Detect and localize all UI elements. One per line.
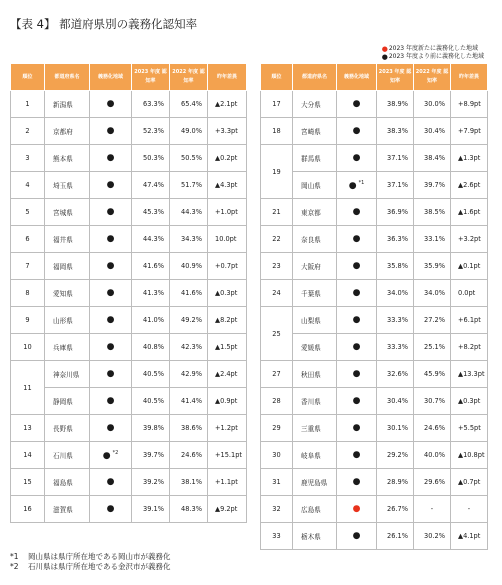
mandatory-cell	[90, 91, 132, 118]
prefecture-cell: 東京都	[293, 199, 337, 226]
footnote-text: 石川県は県庁所在地である金沢市が義務化	[28, 562, 171, 571]
rate-2022-cell: 44.3%	[170, 199, 208, 226]
black-dot-icon: ●	[352, 207, 361, 217]
rate-2022-cell: 30.0%	[414, 91, 451, 118]
black-dot-icon: ●	[106, 396, 115, 406]
mandatory-cell	[337, 523, 377, 550]
page-title: 【表 4】 都道府県別の義務化認知率	[10, 17, 198, 31]
diff-cell: +5.5pt	[451, 415, 488, 442]
rate-2022-cell: 65.4%	[170, 91, 208, 118]
rate-2022-cell: 33.1%	[414, 226, 451, 253]
diff-cell: ▲0.2pt	[208, 145, 247, 172]
prefecture-cell: 千葉県	[293, 280, 337, 307]
rate-2023-cell: 33.3%	[377, 334, 414, 361]
mandatory-cell	[337, 253, 377, 280]
table-row	[261, 442, 488, 469]
rate-2023-cell: 34.0%	[377, 280, 414, 307]
table-row	[11, 226, 247, 253]
rate-2023-cell: 36.9%	[377, 199, 414, 226]
rank-cell: 28	[261, 388, 293, 415]
rate-2022-cell: 49.0%	[170, 118, 208, 145]
black-dot-icon: ●	[352, 369, 361, 379]
table-row	[261, 199, 488, 226]
diff-cell: ▲1.6pt	[451, 199, 488, 226]
mandatory-cell	[337, 469, 377, 496]
black-dot-icon: ●	[352, 423, 361, 433]
footnote-2	[10, 562, 171, 572]
prefecture-cell: 岐阜県	[293, 442, 337, 469]
awareness-table-right	[260, 63, 488, 550]
mandatory-cell	[337, 118, 377, 145]
prefecture-cell: 奈良県	[293, 226, 337, 253]
prefecture-cell: 宮城県	[45, 199, 90, 226]
black-dot-icon: ●	[106, 477, 115, 487]
table-row	[11, 469, 247, 496]
rank-cell: 21	[261, 199, 293, 226]
rank-cell: 33	[261, 523, 293, 550]
rate-2023-cell: 37.1%	[377, 145, 414, 172]
table-row	[11, 496, 247, 523]
rate-2023-cell: 28.9%	[377, 469, 414, 496]
mandatory-cell	[90, 469, 132, 496]
prefecture-cell: 神奈川県	[45, 361, 90, 388]
rank-cell: 31	[261, 469, 293, 496]
rate-2023-cell: 50.3%	[132, 145, 170, 172]
mandatory-cell	[90, 496, 132, 523]
diff-cell: +8.2pt	[451, 334, 488, 361]
diff-cell: ▲1.5pt	[208, 334, 247, 361]
prefecture-cell: 愛知県	[45, 280, 90, 307]
diff-cell: ▲0.3pt	[451, 388, 488, 415]
diff-cell: ▲10.8pt	[451, 442, 488, 469]
rate-2023-cell: 63.3%	[132, 91, 170, 118]
black-dot-icon: ●	[106, 99, 115, 109]
black-dot-icon: ●	[352, 342, 361, 352]
diff-cell: ▲2.6pt	[451, 172, 488, 199]
legend-label-new: 2023 年度新たに義務化した地域	[388, 45, 478, 52]
prefecture-cell: 岡山県	[293, 172, 337, 199]
rate-2023-cell: 39.8%	[132, 415, 170, 442]
rate-2022-cell: 45.9%	[414, 361, 451, 388]
rate-2023-cell: 38.3%	[377, 118, 414, 145]
black-dot-icon: ●	[352, 153, 361, 163]
rate-2022-cell: 25.1%	[414, 334, 451, 361]
mandatory-cell	[90, 307, 132, 334]
diff-cell: +6.1pt	[451, 307, 488, 334]
table-row	[261, 145, 488, 172]
mandatory-cell	[90, 172, 132, 199]
rate-2023-cell: 30.4%	[377, 388, 414, 415]
mandatory-cell	[337, 415, 377, 442]
black-dot-icon: ●	[381, 53, 388, 61]
prefecture-cell: 長野県	[45, 415, 90, 442]
rank-cell: 6	[11, 226, 45, 253]
rate-2023-cell: 41.6%	[132, 253, 170, 280]
table-row	[261, 415, 488, 442]
rate-2023-cell: 26.1%	[377, 523, 414, 550]
rate-2023-cell: 40.8%	[132, 334, 170, 361]
rank-cell: 3	[11, 145, 45, 172]
mandatory-cell	[337, 226, 377, 253]
diff-cell: ▲1.3pt	[451, 145, 488, 172]
rate-2022-cell: 42.3%	[170, 334, 208, 361]
footnote-1	[10, 552, 171, 562]
rate-2022-cell: 39.7%	[414, 172, 451, 199]
rank-cell: 27	[261, 361, 293, 388]
footnote-ref: *1	[358, 179, 365, 186]
mandatory-cell	[90, 280, 132, 307]
diff-cell: +3.3pt	[208, 118, 247, 145]
rate-2022-cell: 40.0%	[414, 442, 451, 469]
rank-cell: 16	[11, 496, 45, 523]
prefecture-cell: 愛媛県	[293, 334, 337, 361]
mandatory-cell	[337, 172, 377, 199]
mandatory-cell	[337, 145, 377, 172]
mandatory-cell	[90, 415, 132, 442]
rate-2023-cell: 41.0%	[132, 307, 170, 334]
table-row	[261, 469, 488, 496]
prefecture-cell: 大阪府	[293, 253, 337, 280]
rate-2022-cell: 35.9%	[414, 253, 451, 280]
table-row	[11, 118, 247, 145]
table-row	[11, 145, 247, 172]
rank-cell: 4	[11, 172, 45, 199]
black-dot-icon: ●	[106, 369, 115, 379]
diff-cell: +1.1pt	[208, 469, 247, 496]
prefecture-cell: 滋賀県	[45, 496, 90, 523]
rate-2022-cell: 34.0%	[414, 280, 451, 307]
rate-2022-cell: 48.3%	[170, 496, 208, 523]
black-dot-icon: ●	[106, 126, 115, 136]
mandatory-cell	[90, 118, 132, 145]
diff-cell: 10.0pt	[208, 226, 247, 253]
table-row	[11, 172, 247, 199]
mandatory-cell	[337, 307, 377, 334]
table-row	[261, 91, 488, 118]
prefecture-cell: 群馬県	[293, 145, 337, 172]
rank-cell: 32	[261, 496, 293, 523]
rate-2023-cell: 40.5%	[132, 361, 170, 388]
black-dot-icon: ●	[352, 126, 361, 136]
black-dot-icon: ●	[106, 315, 115, 325]
rank-cell: 2	[11, 118, 45, 145]
rate-2023-cell: 40.5%	[132, 388, 170, 415]
rate-2022-cell: 50.5%	[170, 145, 208, 172]
diff-cell: ▲13.3pt	[451, 361, 488, 388]
mandatory-cell	[90, 442, 132, 469]
rate-2023-cell: 52.3%	[132, 118, 170, 145]
rate-2023-cell: 39.1%	[132, 496, 170, 523]
table-row	[261, 334, 488, 361]
rate-2022-cell: 30.7%	[414, 388, 451, 415]
header-2022-rate: 2022 年度 認知率	[170, 64, 208, 91]
prefecture-cell: 秋田県	[293, 361, 337, 388]
prefecture-cell: 宮崎県	[293, 118, 337, 145]
rate-2023-cell: 37.1%	[377, 172, 414, 199]
rank-cell: 10	[11, 334, 45, 361]
prefecture-cell: 山形県	[45, 307, 90, 334]
black-dot-icon: ●	[352, 234, 361, 244]
rank-cell: 11	[11, 361, 45, 415]
table-row	[11, 334, 247, 361]
black-dot-icon: ●	[106, 423, 115, 433]
diff-cell: ▲0.3pt	[208, 280, 247, 307]
rate-2023-cell: 30.1%	[377, 415, 414, 442]
rank-cell: 1	[11, 91, 45, 118]
mandatory-cell	[90, 253, 132, 280]
table-row	[261, 523, 488, 550]
mandatory-cell	[90, 361, 132, 388]
black-dot-icon: ●	[352, 261, 361, 271]
rank-cell: 13	[11, 415, 45, 442]
rate-2022-cell: 30.4%	[414, 118, 451, 145]
rank-cell: 25	[261, 307, 293, 361]
rank-cell: 9	[11, 307, 45, 334]
diff-cell: +1.2pt	[208, 415, 247, 442]
diff-cell: ▲4.1pt	[451, 523, 488, 550]
rate-2022-cell: 49.2%	[170, 307, 208, 334]
prefecture-cell: 香川県	[293, 388, 337, 415]
diff-cell: ▲9.2pt	[208, 496, 247, 523]
header-rank: 順位	[11, 64, 45, 91]
header-2023-rate: 2023 年度 認知率	[132, 64, 170, 91]
black-dot-icon: ●	[352, 315, 361, 325]
rate-2023-cell: 29.2%	[377, 442, 414, 469]
header-yoy-diff: 昨年差異	[208, 64, 247, 91]
header-yoy-diff: 昨年差異	[451, 64, 488, 91]
rate-2022-cell: 38.4%	[414, 145, 451, 172]
prefecture-cell: 埼玉県	[45, 172, 90, 199]
prefecture-cell: 三重県	[293, 415, 337, 442]
black-dot-icon: ●	[106, 153, 115, 163]
rate-2022-cell: 41.6%	[170, 280, 208, 307]
table-row	[261, 361, 488, 388]
diff-cell: +15.1pt	[208, 442, 247, 469]
mandatory-cell	[337, 334, 377, 361]
prefecture-cell: 山梨県	[293, 307, 337, 334]
mandatory-cell	[337, 361, 377, 388]
header-mandatory-area: 義務化地域	[337, 64, 377, 91]
table-row	[261, 388, 488, 415]
rank-cell: 7	[11, 253, 45, 280]
table-row	[11, 361, 247, 388]
rate-2022-cell: 38.6%	[170, 415, 208, 442]
mandatory-cell	[90, 199, 132, 226]
mandatory-cell	[337, 496, 377, 523]
table-row	[261, 226, 488, 253]
diff-cell: ▲0.1pt	[451, 253, 488, 280]
black-dot-icon: ●	[352, 531, 361, 541]
prefecture-cell: 広島県	[293, 496, 337, 523]
black-dot-icon: ●	[106, 180, 115, 190]
diff-cell: ▲0.9pt	[208, 388, 247, 415]
rank-cell: 29	[261, 415, 293, 442]
table-row	[261, 496, 488, 523]
rate-2023-cell: 33.3%	[377, 307, 414, 334]
rate-2022-cell: 29.6%	[414, 469, 451, 496]
diff-cell: +8.9pt	[451, 91, 488, 118]
rate-2023-cell: 35.8%	[377, 253, 414, 280]
rank-cell: 5	[11, 199, 45, 226]
header-rank: 順位	[261, 64, 293, 91]
rate-2023-cell: 39.2%	[132, 469, 170, 496]
rate-2022-cell: 51.7%	[170, 172, 208, 199]
diff-cell: ▲4.3pt	[208, 172, 247, 199]
rate-2022-cell: 41.4%	[170, 388, 208, 415]
prefecture-cell: 福島県	[45, 469, 90, 496]
table-row	[11, 280, 247, 307]
table-row	[11, 388, 247, 415]
mandatory-cell	[337, 280, 377, 307]
mandatory-cell	[90, 145, 132, 172]
mandatory-cell	[337, 91, 377, 118]
rank-cell: 14	[11, 442, 45, 469]
rank-cell: 17	[261, 91, 293, 118]
header-2023-rate: 2023 年度 認知率	[377, 64, 414, 91]
footnote-text: 岡山県は県庁所在地である岡山市が義務化	[28, 552, 171, 561]
table-row	[261, 172, 488, 199]
rank-cell: 19	[261, 145, 293, 199]
prefecture-cell: 栃木県	[293, 523, 337, 550]
mandatory-cell	[337, 442, 377, 469]
black-dot-icon: ●	[106, 342, 115, 352]
prefecture-cell: 福岡県	[45, 253, 90, 280]
rate-2022-cell: -	[414, 496, 451, 523]
black-dot-icon: ●	[106, 504, 115, 514]
table-row	[261, 118, 488, 145]
table-row	[261, 253, 488, 280]
legend	[382, 45, 484, 61]
black-dot-icon: ●	[348, 180, 357, 191]
table-row	[11, 253, 247, 280]
diff-cell: ▲8.2pt	[208, 307, 247, 334]
mandatory-cell	[337, 199, 377, 226]
prefecture-cell: 福井県	[45, 226, 90, 253]
diff-cell: +3.2pt	[451, 226, 488, 253]
table-row	[11, 442, 247, 469]
diff-cell: +0.7pt	[208, 253, 247, 280]
footnote-mark: *1	[10, 552, 19, 561]
rank-cell: 24	[261, 280, 293, 307]
prefecture-cell: 大分県	[293, 91, 337, 118]
rate-2022-cell: 42.9%	[170, 361, 208, 388]
black-dot-icon: ●	[106, 234, 115, 244]
footnotes	[10, 552, 171, 572]
table-row	[11, 199, 247, 226]
black-dot-icon: ●	[352, 477, 361, 487]
red-dot-icon: ●	[381, 45, 388, 53]
prefecture-cell: 鹿児島県	[293, 469, 337, 496]
rate-2023-cell: 36.3%	[377, 226, 414, 253]
black-dot-icon: ●	[352, 396, 361, 406]
header-prefecture: 都道府県名	[45, 64, 90, 91]
rate-2023-cell: 45.3%	[132, 199, 170, 226]
table-row	[261, 307, 488, 334]
rate-2022-cell: 24.6%	[414, 415, 451, 442]
footnote-ref: *2	[112, 449, 119, 456]
legend-item-existing	[382, 53, 484, 61]
rank-cell: 15	[11, 469, 45, 496]
rate-2022-cell: 38.1%	[170, 469, 208, 496]
header-prefecture: 都道府県名	[293, 64, 337, 91]
table-row	[11, 307, 247, 334]
prefecture-cell: 熊本県	[45, 145, 90, 172]
diff-cell: +7.9pt	[451, 118, 488, 145]
rate-2023-cell: 26.7%	[377, 496, 414, 523]
rank-cell: 18	[261, 118, 293, 145]
diff-cell: 0.0pt	[451, 280, 488, 307]
table-row	[261, 280, 488, 307]
rate-2023-cell: 32.6%	[377, 361, 414, 388]
rate-2023-cell: 41.3%	[132, 280, 170, 307]
prefecture-cell: 石川県	[45, 442, 90, 469]
mandatory-cell	[90, 388, 132, 415]
diff-cell: ▲0.7pt	[451, 469, 488, 496]
rate-2022-cell: 38.5%	[414, 199, 451, 226]
rate-2022-cell: 34.3%	[170, 226, 208, 253]
black-dot-icon: ●	[106, 261, 115, 271]
rate-2023-cell: 44.3%	[132, 226, 170, 253]
header-mandatory-area: 義務化地域	[90, 64, 132, 91]
header-2022-rate: 2022 年度 認知率	[414, 64, 451, 91]
mandatory-cell	[337, 388, 377, 415]
table-row	[11, 415, 247, 442]
table-header-row	[11, 64, 247, 91]
rate-2022-cell: 30.2%	[414, 523, 451, 550]
black-dot-icon: ●	[352, 450, 361, 460]
diff-cell: ▲2.4pt	[208, 361, 247, 388]
prefecture-cell: 新潟県	[45, 91, 90, 118]
black-dot-icon: ●	[102, 450, 111, 461]
legend-item-new	[382, 45, 484, 53]
black-dot-icon: ●	[352, 288, 361, 298]
rank-cell: 22	[261, 226, 293, 253]
red-dot-icon: ●	[352, 504, 361, 514]
mandatory-cell	[90, 226, 132, 253]
diff-cell: -	[451, 496, 488, 523]
awareness-table-left	[10, 63, 247, 523]
table-row	[11, 91, 247, 118]
black-dot-icon: ●	[106, 288, 115, 298]
rate-2023-cell: 39.7%	[132, 442, 170, 469]
rate-2022-cell: 24.6%	[170, 442, 208, 469]
prefecture-cell: 兵庫県	[45, 334, 90, 361]
rank-cell: 23	[261, 253, 293, 280]
footnote-mark: *2	[10, 562, 19, 571]
black-dot-icon: ●	[106, 207, 115, 217]
prefecture-cell: 京都府	[45, 118, 90, 145]
black-dot-icon: ●	[352, 99, 361, 109]
legend-label-existing: 2023 年度より前に義務化した地域	[388, 53, 484, 60]
table-header-row	[261, 64, 488, 91]
diff-cell: ▲2.1pt	[208, 91, 247, 118]
diff-cell: +1.0pt	[208, 199, 247, 226]
rate-2022-cell: 40.9%	[170, 253, 208, 280]
prefecture-cell: 静岡県	[45, 388, 90, 415]
mandatory-cell	[90, 334, 132, 361]
rank-cell: 30	[261, 442, 293, 469]
rate-2023-cell: 47.4%	[132, 172, 170, 199]
rate-2022-cell: 27.2%	[414, 307, 451, 334]
rate-2023-cell: 38.9%	[377, 91, 414, 118]
rank-cell: 8	[11, 280, 45, 307]
